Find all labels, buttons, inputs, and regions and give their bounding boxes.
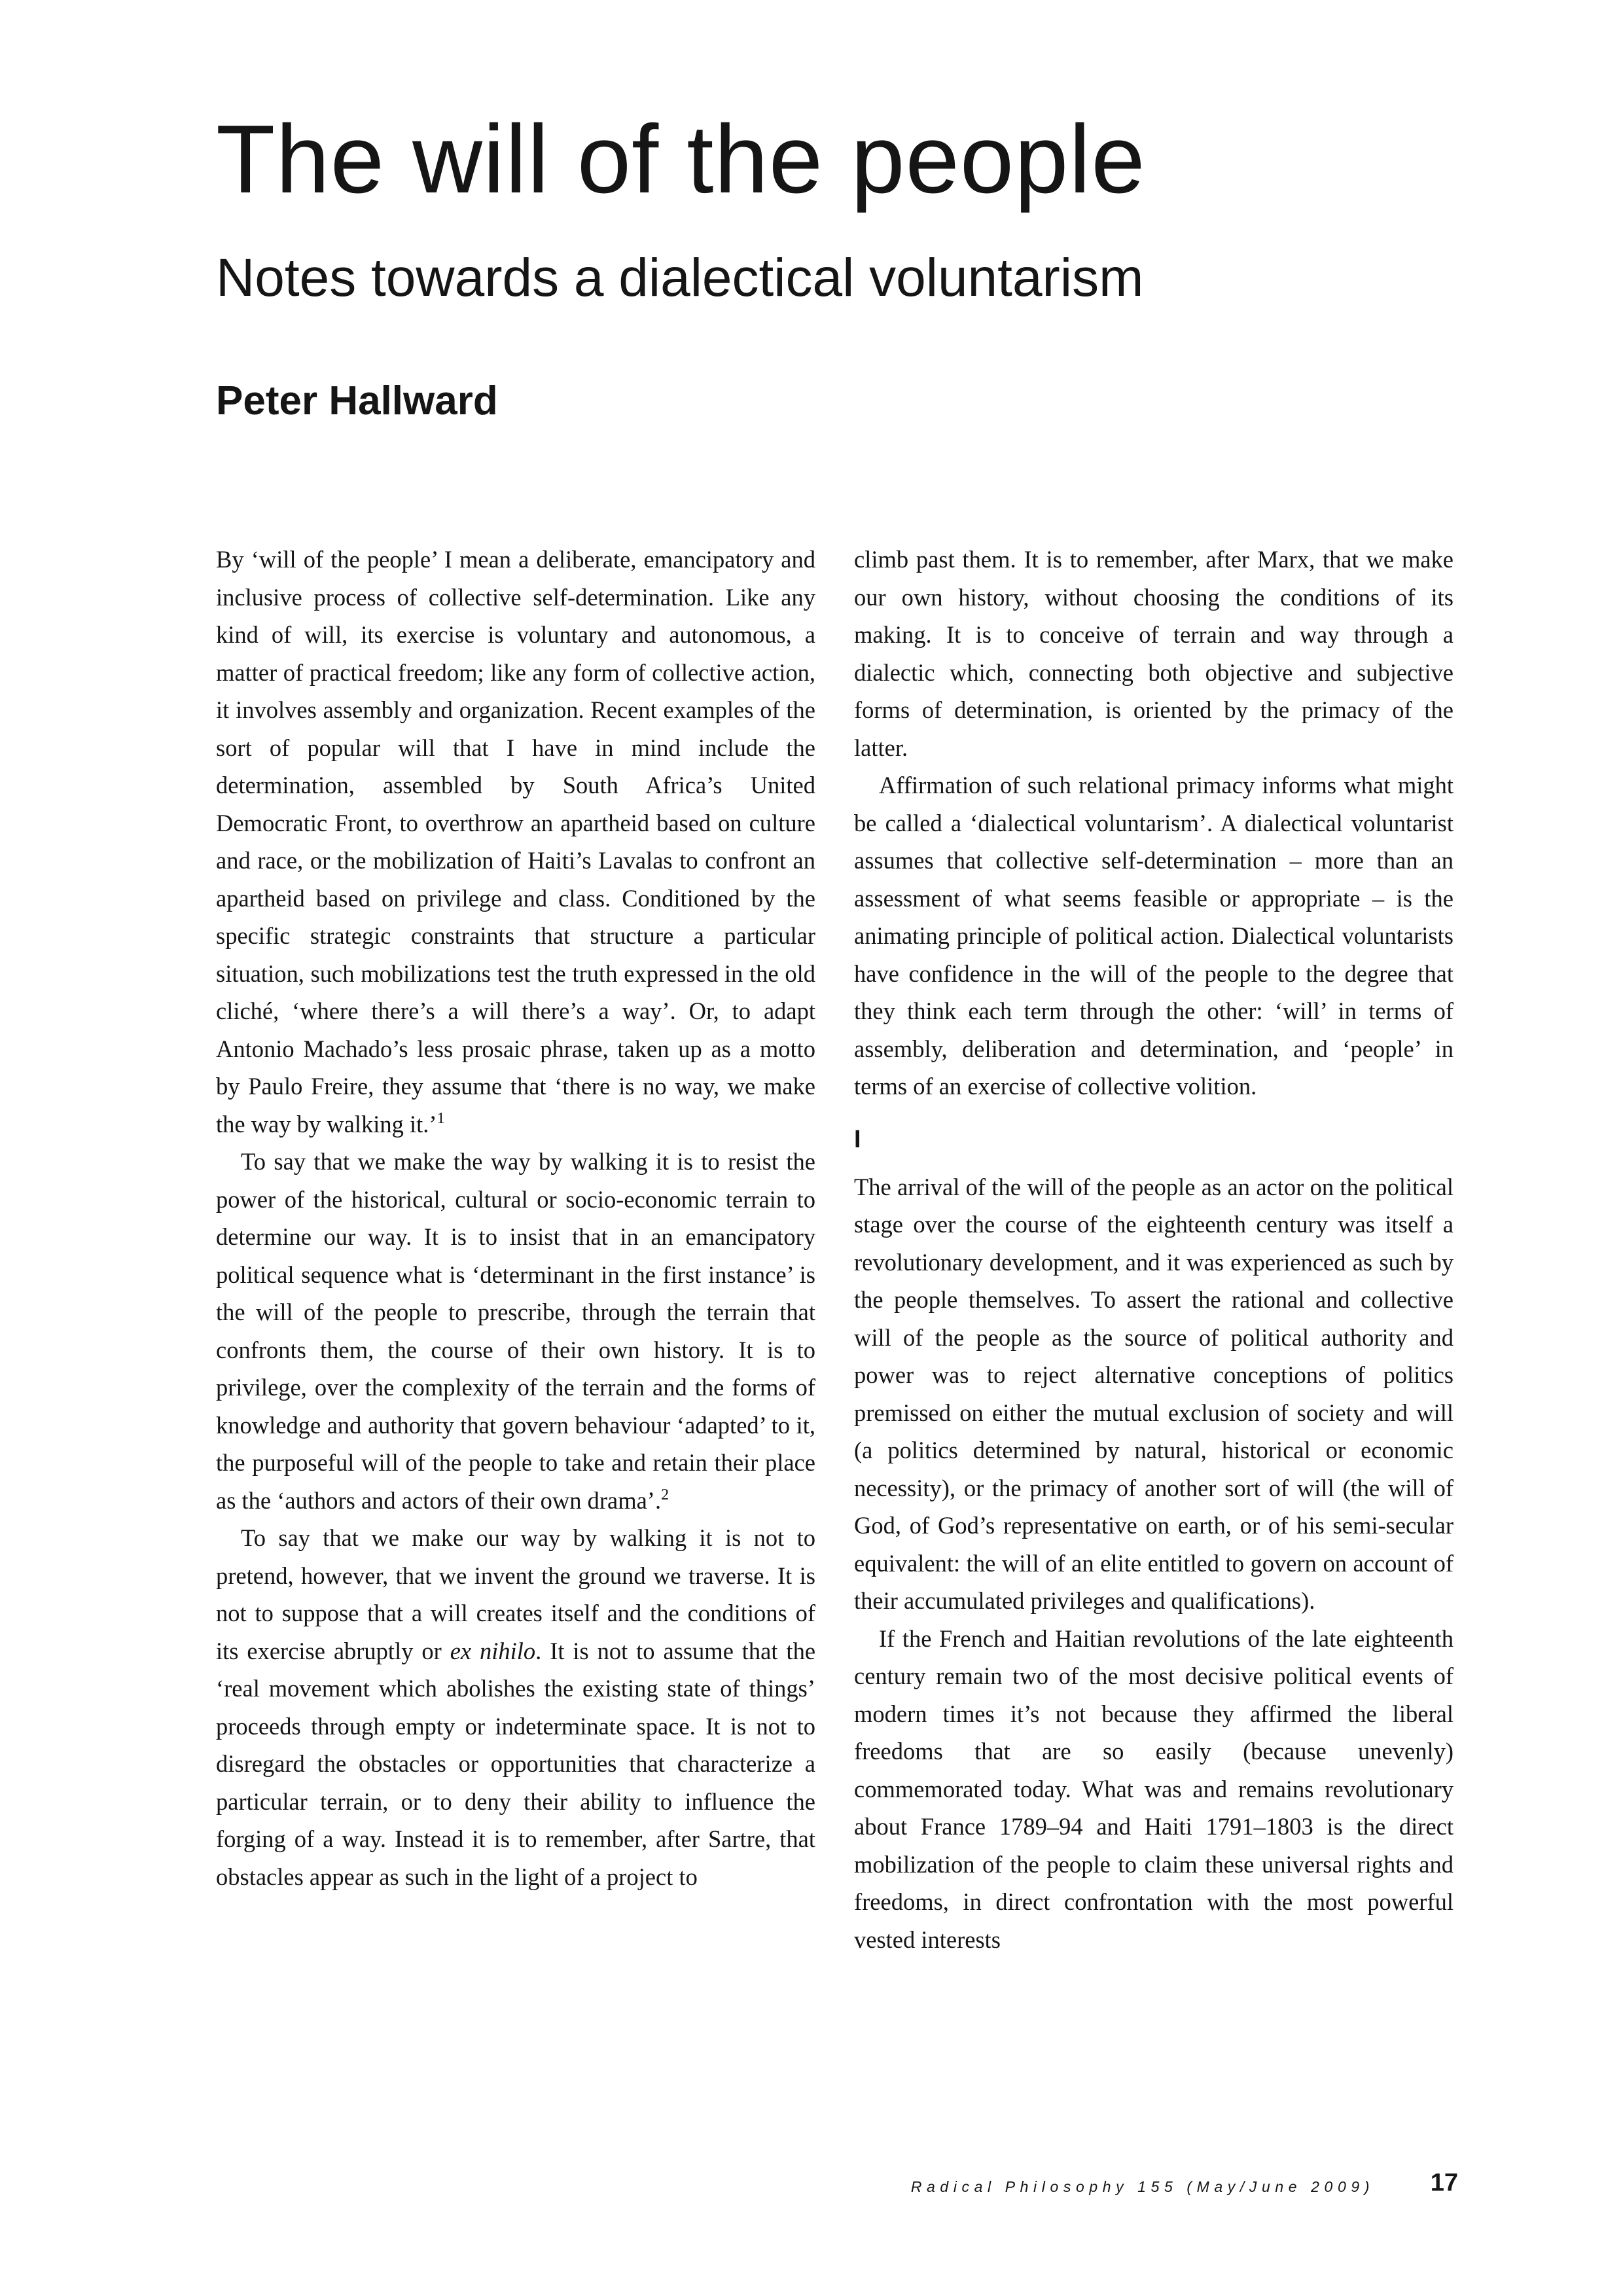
footnote-ref: 2 bbox=[661, 1486, 669, 1503]
page-number: 17 bbox=[1430, 2169, 1458, 2197]
left-column bbox=[216, 541, 815, 1895]
article-subtitle: Notes towards a dialectical voluntarism bbox=[216, 248, 1144, 308]
paragraph bbox=[216, 541, 815, 1143]
right-column bbox=[854, 541, 1454, 1958]
paragraph-text: To say that we make the way by walking it is to resist the power of the historical, cultural or socio-economic terrain to determine our way. It is to insist that in an emancipatory political sequence what is ‘determinant in the first instance’ is the will of the people to prescribe, through the terrain that confronts them, the course of their own history. It is to privilege, over the complexity of the terrain and the forms of knowledge and authority that govern behaviour ‘adapted’ to it, the purposeful will of the people to take and retain their place as the ‘authors and actors of their own drama’. bbox=[216, 1148, 815, 1514]
paragraph-text: To say that we make our way by walking it is not to pretend, however, that we invent the ground we traverse. It is not to suppose that a will creates itself and the conditions of its exercise abruptly or bbox=[216, 1524, 815, 1664]
journal-footer: Radical Philosophy 155 (May/June 2009) bbox=[910, 2178, 1374, 2195]
paragraph-text: . It is not to assume that the ‘real movement which abolishes the existing state of things’ proceeds through empty or indeterminate space. It is not to disregard the obstacles or opportunities that characterize a particular terrain, or to deny their ability to influence the forging of a way. Instead it is to remember, after Sartre, that obstacles appear as such in the light of a project to bbox=[216, 1637, 816, 1890]
paragraph bbox=[216, 1143, 815, 1519]
paragraph-text: By ‘will of the people’ I mean a deliberate, emancipatory and inclusive process of collective self-determination. Like any kind of will, its exercise is voluntary and autonomous, a matter of practical freedom; like any form of collective action, it involves assembly and organization. Recent examples of the sort of popular will that I have in mind include the determination, assembled by South Africa’s United Democratic Front, to overthrow an apartheid based on culture and race, or the mobilization of Haiti’s Lavalas to confront an apartheid based on privilege and class. Conditioned by the specific strategic constraints that structure a particular situation, such mobilizations test the truth expressed in the old cliché, ‘where there’s a will there’s a way’. Or, to adapt Antonio Machado’s less prosaic phrase, taken up as a motto by Paulo Freire, they assume that ‘there is no way, we make the way by walking it.’ bbox=[216, 546, 815, 1138]
footnote-ref: 1 bbox=[437, 1109, 445, 1127]
paragraph bbox=[216, 1519, 815, 1895]
paragraph: If the French and Haitian revolutions of the late eighteenth century remain two of the most decisive political events of modern times it’s not because they affirmed the liberal freedoms that are so easily (because unevenly) commemorated today. What was and remains revolutionary about France 1789–94 and Haiti 1791–1803 is the direct mobilization of the people to claim these universal rights and freedoms, in direct confrontation with the most powerful vested interests bbox=[854, 1624, 1454, 1953]
paragraph: The arrival of the will of the people as an actor on the political stage over the course of the eighteenth century was itself a revolutionary development, and it was experienced as such by the people themselves. To assert the rational and collective will of the people as the source of political authority and power was to reject alternative conceptions of politics premissed on either the mutual exclusion of society and will (a politics determined by natural, historical or economic necessity), or the primacy of another sort of will (the will of God, of God’s representative on earth, or of his semi-secular equivalent: the will of an elite entitled to govern on account of their accumulated privileges and qualifications). bbox=[854, 1173, 1454, 1614]
italic-phrase: ex nihilo bbox=[450, 1637, 536, 1664]
section-heading: I bbox=[854, 1125, 861, 1153]
paragraph: Affirmation of such relational primacy informs what might be called a ‘dialectical voluntarism’. A dialectical voluntarist assumes that collective self-determination – more than an assessment of what seems feasible or appropriate – is the animating principle of political action. Dialectical voluntarists have confidence in the will of the people to the degree that they think each term through the other: ‘will’ in terms of assembly, deliberation and determination, and ‘people’ in terms of an exercise of collective volition. bbox=[854, 772, 1454, 1100]
paragraph: climb past them. It is to remember, after Marx, that we make our own history, without choosing the conditions of its making. It is to conceive of terrain and way through a dialectic which, connecting both objective and subjective forms of determination, is oriented by the primacy of the latter. bbox=[854, 546, 1454, 761]
article-title: The will of the people bbox=[216, 105, 1146, 213]
author-name: Peter Hallward bbox=[216, 378, 498, 423]
